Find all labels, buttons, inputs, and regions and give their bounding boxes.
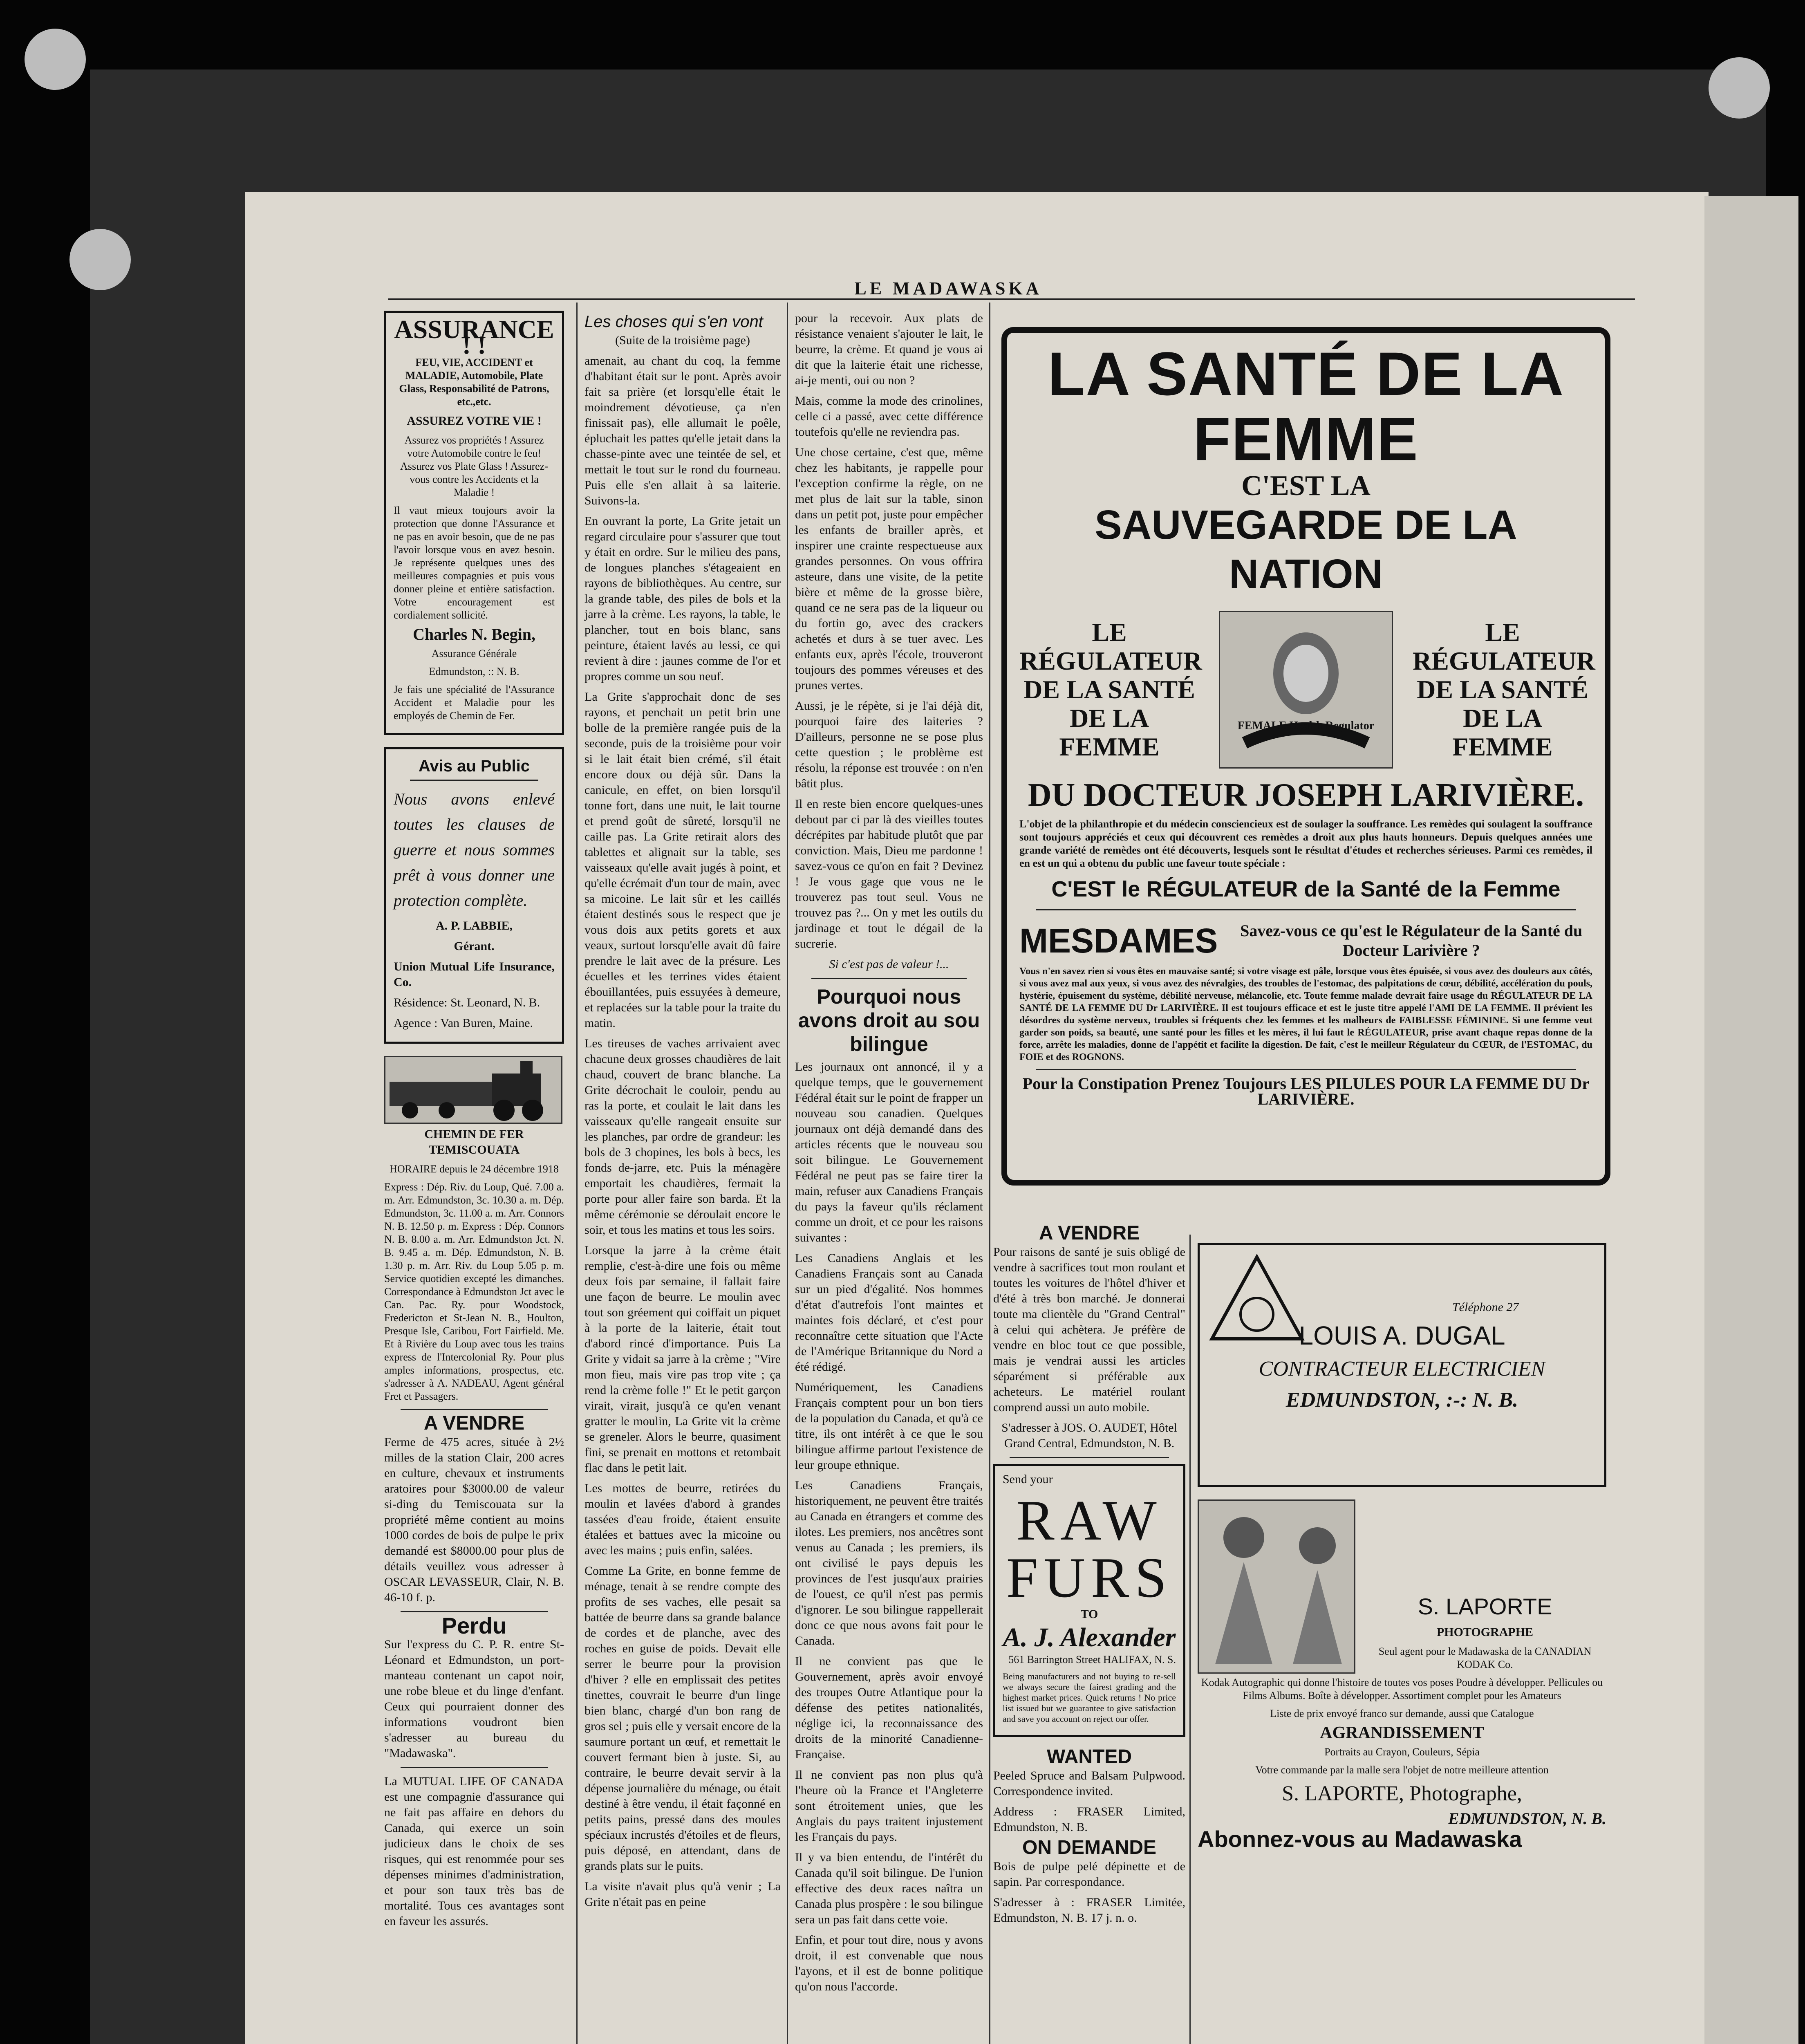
sante-doctor: DU DOCTEUR JOSEPH LARIVIÈRE.	[1028, 777, 1584, 813]
furs-body: Being manufacturers and not buying to re-sell we always secure the fairest grading and the highest market prices. Quick returns ! No price list issued but we guarantee to give satisfaction and save you account on reject our offer.	[1003, 1671, 1176, 1724]
dugal-name: LOUIS A. DUGAL	[1299, 1321, 1505, 1350]
chemin-title: CHEMIN DE FER TEMISCOUATA	[424, 1127, 524, 1156]
furs-ad	[993, 1464, 1185, 1737]
laporte-place: EDMUNDSTON, N. B.	[1448, 1809, 1606, 1828]
pin-top-left	[25, 29, 86, 90]
furs-send: Send your	[1003, 1472, 1053, 1486]
sou-bilingue-title: Pourquoi nous avons droit au sou bilingue	[798, 985, 980, 1056]
assurance-subtitle: ASSUREZ VOTRE VIE !	[407, 414, 542, 428]
sante-intro: L'objet de la philanthropie et du médecin consciencieux est de soulager la souffrance. Les remèdes qui soulagent la souffrance sont toujours appréciés et ceux qui découvrent ces remèdes a droit aux plus hauts honneurs. Depuis quelques années une grande variété de remèdes ont été découverts, lesquels sont le résultat d'études et recherches sérieuses. Parmi ces remèdes, il en est un qui a obtenu du public une faveur toute spéciale :	[1019, 818, 1592, 869]
regulateur-left: LE RÉGULATEUR DE LA SANTÉ DE LA FEMME	[1019, 618, 1202, 761]
article-paragraph: Les journaux ont annoncé, il y a quelque temps, que le gouvernement Fédéral était sur le point de frapper un nouveau sou canadien. Quelques journaux ont déjà demandé dans des articles récents que le nouveau sou soit bilingue. Le Gouvernement Fédéral ne peut pas se faire tirer la main, refuser aux Canadiens Français du pays la faveur qu'ils réclament comme un droit, et ce pour les raisons suivantes :	[795, 1060, 983, 1244]
sante-body: Vous n'en savez rien si vous êtes en mauvaise santé; si votre visage est pâle, lorsque vous êtes épuisée, si vous avez des douleurs aux côtés, si vous avez mal aux yeux, si vous avez des névralgies, des troubles de l'estomac, des palpitations de cœur, débilité, accélération du pouls, hystérie, épuisement du système, débilité nerveuse, mélancolie, etc. Toute femme malade devrait faire usage du RÉGULATEUR DE LA SANTÉ DE LA FEMME DU Dr LARIVIÈRE. Il est toujours efficace et est le juste titre appelé l'AMI DE LA FEMME. Il prévient les désordres du système nerveux, troubles si fréquents chez les femmes et les malheurs de FAIBLESSE FÉMININE. Si une femme veut garder son poids, sa beauté, une santé pour les filles et les mères, il lui faut le RÉGULATEUR, prise avant chaque repas donne de la force, arrête les maladies, donne de l'appétit et facilite la digestion. De fait, c'est le meilleur Régulateur du CŒUR, de l'ESTOMAC, du FOIE et des ROGNONS.	[1019, 966, 1592, 1062]
demande-body: Bois de pulpe pelé dépinette et de sapin. Par correspondance.	[993, 1860, 1185, 1889]
article-signoff: Si c'est pas de valeur !...	[829, 957, 949, 971]
article-paragraph: Il en reste bien encore quelques-unes debout par ci par là des vieilles toutes décrépites par habitude plutôt que par conviction. Mais, Dieu me pardonne ! savez-vous ce qu'on en fait ? Devinez ! Je vous gage que vous ne le trouverez pas tout seul. Vous ne trouvez pas ?... On y met les outils du jardinage et tout le dégail de la sucrerie.	[795, 797, 983, 950]
assurance-role: Assurance Générale	[431, 648, 517, 659]
triangle-logo-icon	[1208, 1253, 1306, 1343]
laporte-commande: Votre commande par la malle sera l'objet de notre meilleure attention	[1255, 1764, 1549, 1776]
vendre-body: Ferme de 475 acres, située à 2½ milles de la station Clair, 200 acres en culture, chevaux et instruments aratoires pour $3000.00 de valeur si-ding du Temiscouata sur la propriété même contient au moins 1000 cordes de bois de pulpe le prix demandé est $8000.00 pour plus de détails veuillez vous adresser à OSCAR LEVASSEUR, Clair, N. B. 46-10 f. p.	[384, 1435, 564, 1604]
avis-ad	[384, 747, 564, 1044]
furs-furs: FURS	[1006, 1546, 1173, 1609]
woman-portrait	[1219, 611, 1393, 769]
separator	[401, 1409, 548, 1410]
article-paragraph: Lorsque la jarre à la crème était remplie, c'est-à-dire une fois ou même deux fois par semaine, il fallait faire une façon de beurre. Le moulin avec tout son gréement qui coiffait un piquet à la porte de la laiterie, était tout d'abord rincé d'importance. Puis La Grite y vidait sa jarre à la crème ; "Vire mon fieu, mais vire pas trop vite ; ça rend la crème folle !" Et le petit garçon virait, virait, jusqu'à ce qu'en venant gratter le moulin, La Grite vit la crème se greneler. Alors le beurre, quasiment fini, se prenait en mottons et retombait flac dans le petit lait.	[584, 1244, 781, 1475]
article-paragraph: Les mottes de beurre, retirées du moulin et lavées d'abord à grandes tassées d'eau froide, étaient ensuite étalées et battues avec la micoine ou avec les mains ; puis enfin, salées.	[584, 1481, 781, 1557]
adjacent-page-edge	[1704, 196, 1798, 2044]
laporte-agrandissement: AGRANDISSEMENT	[1320, 1724, 1484, 1742]
article-paragraph: Il ne convient pas non plus qu'à l'heure où la France et l'Angleterre sont étroitement unies, que les Anglais du pays traitent injustement les Français du pays.	[795, 1768, 983, 1844]
avis-role: Gérant.	[454, 939, 495, 953]
wanted-body: Peeled Spruce and Balsam Pulpwood. Correspondence invited.	[993, 1769, 1185, 1798]
wanted-address: Address : FRASER Limited, Edmundston, N. B.	[993, 1805, 1185, 1834]
avis-company: Union Mutual Life Insurance, Co.	[394, 960, 555, 989]
article-paragraph: Une chose certaine, c'est que, même chez les habitants, je rappelle pour l'exception confirme la règle, on ne met plus de lait sur la table, sinon dans un petit pot, juste pour empêcher les enfants de brailler après, et inspirer une crainte respectueuse aux grandes personnes. On vous offrira asteure, dans une visite, de la petite bière et même de la grosse bière, quand ce ne sera pas de la liqueur ou du fortin go, avec des crackers achetés et durs à se tuer avec. Les enfants eux, après l'école, trouveront toujours des pommes véreuses et des prunes vertes.	[795, 446, 983, 692]
assurance-list: Assurez vos propriétés ! Assurez votre Automobile contre le feu! Assurez vos Plate Glass ! Assurez-vous contre les Accidents et la Maladie !	[400, 434, 548, 498]
article-paragraph: Enfin, et pour tout dire, nous y avons droit, il est convenable que nous l'ayons, et il est de bonne politique qu'on nous l'accorde.	[795, 1933, 983, 1993]
column-rule	[576, 303, 578, 2044]
article-paragraph: Il ne convient pas que le Gouvernement, après avoir envoyé des troupes Outre Atlantique pour la défense des petites nationalités, néglige ici, la reconnaissance des droits de la minorité Canadienne-Française.	[795, 1654, 983, 1761]
laporte-agent: Seul agent pour le Madawaska de la CANADIAN KODAK Co.	[1378, 1645, 1592, 1670]
assurance-place: Edmundston, :: N. B.	[429, 666, 520, 677]
separator	[401, 1767, 548, 1768]
dugal-role: CONTRACTEUR ELECTRICIEN	[1259, 1357, 1545, 1381]
vendre-title: A VENDRE	[423, 1412, 525, 1434]
wanted-ad	[993, 1746, 1185, 1835]
article-paragraph: En ouvrant la porte, La Grite jetait un regard circulaire pour s'assurer que tout y était en ordre. Sur le milieu des pans, de longues planches s'étageaient en rayons de bibliothèques. Au centre, sur la grande table, des piles de bols et la jarre à la crème. Les rayons, la table, le plancher, tout en bois blanc, sans peinture, étaient lavés au lessi, ce qui revient à dire : jaunes comme de l'or et propres comme un sou neuf.	[584, 514, 781, 683]
separator	[1010, 1457, 1169, 1458]
article-continuation: (Suite de la troisième page)	[615, 334, 750, 347]
separator	[1036, 1069, 1576, 1070]
wanted-title: WANTED	[1047, 1746, 1132, 1768]
mesdames-heading: MESDAMES	[1019, 921, 1218, 960]
separator	[1036, 909, 1576, 910]
column-2	[584, 311, 781, 1915]
avis-title: Avis au Public	[419, 757, 530, 775]
avis-body: Nous avons enlevé toutes les clauses de guerre et nous sommes prêt à vous donner une protection complète.	[394, 790, 555, 910]
sante-title-3: SAUVEGARDE DE LA NATION	[1095, 502, 1517, 597]
ribbon-label: FEMALE Health Regulator	[1237, 719, 1375, 732]
dugal-place: EDMUNDSTON, :-: N. B.	[1285, 1388, 1518, 1412]
avis-name: A. P. LABBIE,	[435, 919, 513, 932]
perdu-body: Sur l'express du C. P. R. entre St-Léonard et Edmundston, un port-manteau contenant un capot noir, une robe bleue et du linge d'enfant. Ceux qui pourraient donner des informations voudront bien s'adresser au bureau du "Madawaska".	[384, 1638, 564, 1760]
furs-raw: RAW	[1016, 1489, 1162, 1552]
assurance-body: Il vaut mieux toujours avoir la protection que donne l'Assurance et ne pas en avoir besoin, que de ne pas l'avoir lorsque vous en avez besoin. Je représente quelques unes des meilleures compagnies et puis vous donner pleine et entière satisfaction. Votre encouragement est cordialement sollicité.	[394, 504, 555, 621]
dugal-ad	[1198, 1243, 1606, 1487]
sante-title-2: C'EST LA	[1241, 470, 1371, 502]
laporte-price: Liste de prix envoyé franco sur demande, aussi que Catalogue	[1270, 1708, 1534, 1719]
column-3	[795, 311, 983, 1999]
sante-title: LA SANTÉ DE LA FEMME	[1047, 339, 1565, 473]
separator	[811, 978, 967, 979]
laporte-name: S. LAPORTE	[1418, 1594, 1552, 1619]
furs-address: 561 Barrington Street HALIFAX, N. S.	[1008, 1654, 1176, 1665]
column-rule	[1189, 1235, 1191, 2044]
avis-agence: Agence : Van Buren, Maine.	[394, 1016, 533, 1030]
article-paragraph: Mais, comme la mode des crinolines, celle ci a passé, avec cette différence toutefois qu'elle ne reviendra pas.	[795, 394, 983, 439]
article-paragraph: Comme La Grite, en bonne femme de ménage, tenait à se rendre compte des profits de ses vaches, elle pesait sa battée de beurre dans sa grande balance de cordes et de planche, avec des roches en guise de poids. Devait elle serrer le beurre pour la provision d'hiver ? elle en emplissait des petites tinettes, couvrait le beurre d'un linge bien blanc, chargé d'un bon rang de gros sel ; puis elle y versait encore de la saumure portant un œuf, et remettait le couvert fermant bien à juste. Si, au contraire, le beurre devait servir à la dépense journalière du ménage, ou était destiné à être vendu, il était façonné en petits pains, pressé dans des moules spéciaux incrustés d'étoiles et de fleurs, puis déposé, en attendant, dans de grands plats sur le puits.	[584, 1564, 781, 1873]
article-paragraph: Les Canadiens Anglais et les Canadiens Français sont au Canada sur un pied d'égalité. Nos hommes d'état d'autrefois l'ont maintes et maintes fois déclaré, et c'est pour reconnaître cette situation que l'Acte de l'Amérique Britannique du Nord a été rédigé.	[795, 1251, 983, 1374]
article-paragraph: pour la recevoir. Aux plats de résistance venaient s'ajouter le lait, le beurre, la crème. Et quand je vous ai dit que la laiterie était une richesse, ai-je menti, oui ou non ?	[795, 312, 983, 387]
article-paragraph: Les Canadiens Français, historiquement, ne peuvent être traités au Canada en étrangers et comme des ilotes. Les premiers, nos ancêtres sont venus au Canada ; les premiers, ils ont civilisé le pays depuis les provinces de l'est jusqu'aux prairies de l'ouest, ce qu'il n'est pas permis d'ignorer. Le sou bilingue rappellerait donc ce que nous avons fait pour le Canada.	[795, 1479, 983, 1647]
mesdames-question: Savez-vous ce qu'est le Régulateur de la Santé du Docteur Larivière ?	[1240, 921, 1583, 959]
dugal-phone: Téléphone 27	[1452, 1300, 1519, 1314]
article-paragraph: La visite n'avait plus qu'à venir ; La Grite n'était pas en peine	[584, 1880, 781, 1909]
masthead-rule	[388, 298, 1635, 300]
pin-left	[69, 229, 131, 290]
train-icon	[385, 1057, 561, 1123]
laporte-role: PHOTOGRAPHE	[1436, 1625, 1534, 1639]
children-icon	[1199, 1501, 1354, 1672]
column-1	[384, 311, 564, 1934]
furs-to: TO	[1080, 1607, 1098, 1621]
chemin-body: Express : Dép. Riv. du Loup, Qué. 7.00 a. m. Arr. Edmundston, 3c. 10.30 a. m. Dép. Edmundston, 3c. 11.00 a. m. Arr. Connors N. B. 12.50 p. m. Express : Dép. Connors N. B. 8.00 a. m. Arr. Edmundston Jct. N. B. 9.45 a. m. Dép. Edmundston, N. B. 1.30 p. m. Arr. Riv. du Loup 5.05 p. m. Service quotidien excepté les dimanches. Correspondance à Edmundston Jct avec le Can. Pac. Ry. pour Woodstock, Fredericton et St-Jean N. B., Houlton, Presque Isle, Caribou, Fort Fairfield. Me. Et à Rivière du Loup avec tous les trains express de l'Intercolonial Ry. Pour plus amples informations, prospectus, etc. s'adresser à A. NADEAU, Agent général Fret et Passagers.	[384, 1181, 564, 1402]
sante-footer: Pour la Constipation Prenez Toujours LES PILULES POUR LA FEMME DU Dr LARIVIÈRE.	[1022, 1074, 1590, 1108]
assurance-note: Je fais une spécialité de l'Assurance Accident et Maladie pour les employés de Chemin de Fer.	[394, 684, 555, 722]
pin-top-right	[1709, 57, 1770, 119]
laporte-kodak: Kodak Autographic qui donne l'histoire de toutes vos poses Poudre à développer. Pellicules ou Films Albums. Boîte à développer. Assortiment complet pour les Amateurs	[1201, 1676, 1603, 1701]
mutual-life-notice: La MUTUAL LIFE OF CANADA est une compagnie d'assurance qui ne fait pas affaire en dehors du Canada, qui exerce un soin judicieux dans le choix de ses risques, qui est renommée pour ses dépenses minimes d'administration, et pour son taux très bas de mortalité. Tous ces avantages sont en faveur les assurés.	[384, 1775, 564, 1928]
regulateur-right: LE RÉGULATEUR DE LA SANTÉ DE LA FEMME	[1413, 618, 1595, 761]
laporte-portraits: Portraits au Crayon, Couleurs, Sépia	[1324, 1746, 1480, 1758]
article-paragraph: Les tireuses de vaches arrivaient avec chacune deux grosses chaudières de lait chaud, couvert de branc blanche. La Grite décrochait le couloir, pendu au ras la porte, et coulait le lait dans les vaisseaux qu'elle rangeait ensuite sur les planches, par ordre de grandeur: les bols de 3 chopines, les bols à becs, les fonds de-jarre, etc. Puis la ménagère emportait les chaudières, fermait la porte pour aller faire son barda. Et la même cérémonie se déroulait encore le soir, et tous les matins et tous les soirs.	[584, 1037, 781, 1237]
vendre-hotel-ad	[993, 1222, 1185, 1931]
vendre-hotel-title: A VENDRE	[1039, 1222, 1140, 1244]
demande-title: ON DEMANDE	[1022, 1837, 1156, 1858]
assurance-title: ASSURANCE ! !	[394, 315, 554, 359]
sante-ad	[1001, 327, 1610, 1186]
column-rule	[787, 303, 788, 2044]
article-paragraph: amenait, au chant du coq, la femme d'habitant était sur le pont. Après avoir fait sa prière (et lorsqu'elle était le moindrement dévotieuse, ça n'en finissait pas), elle allumait le poêle, épluchait les pattes qu'elle jetait dans la chasse-pinte avec une teintée de sel, et mettait le tout sur le rond du fourneau. Puis elle s'en allait à sa laiterie. Suivons-la.	[584, 354, 781, 507]
article-title: Les choses qui s'en vont	[584, 313, 763, 331]
laporte-ad	[1198, 1499, 1606, 1827]
abonnez-banner: Abonnez-vous au Madawaska	[1198, 1826, 1522, 1852]
woman-portrait-icon	[1220, 612, 1392, 767]
assurance-ad	[384, 311, 564, 735]
laporte-sign: S. LAPORTE, Photographe,	[1282, 1782, 1522, 1805]
separator	[401, 1611, 548, 1612]
chemin-horaire: HORAIRE depuis le 24 décembre 1918	[390, 1163, 559, 1175]
article-paragraph: Numériquement, les Canadiens Français comptent pour un bon tiers de la population du Canada, et qu'à ce titre, ils ont intérêt à ce que le sou bilingue affirme partout l'existence de leur groupe ethnique.	[795, 1381, 983, 1472]
vendre-hotel-body: Pour raisons de santé je suis obligé de vendre à sacrifices tout mon roulant et toutes les voitures de l'hôtel d'hiver et d'été à très bon marché. Je donnerai toute ma clientèle du "Grand Central" à celui qui achètera. Je préfère de vendre en bloc tout ce que possible, mais je vendrai aussi les articles séparément si préférable aux acheteurs. Le matériel roulant comprend aussi un auto mobile.	[993, 1245, 1185, 1414]
right-ads	[1198, 1243, 1606, 1852]
perdu-notice	[384, 1613, 564, 1761]
demande-address: S'adresser à : FRASER Limitée, Edmundston, N. B. 17 j. n. o.	[993, 1896, 1185, 1925]
vendre-hotel-contact: S'adresser à JOS. O. AUDET, Hôtel Grand Central, Edmundston, N. B.	[1001, 1421, 1177, 1450]
article-paragraph: Il y va bien entendu, de l'intérêt du Canada qu'il soit bilingue. De l'union effective des deux races naîtra un Canada plus prospère : le sou bilingue sera un pas fait dans cette voie.	[795, 1851, 983, 1926]
avis-separator	[410, 780, 538, 781]
assurance-name: Charles N. Begin,	[413, 625, 535, 643]
train-engraving	[384, 1056, 562, 1124]
children-engraving	[1198, 1499, 1355, 1674]
furs-name: A. J. Alexander	[1003, 1623, 1176, 1652]
article-paragraph: Aussi, je le répète, si je l'ai déjà dit, pourquoi faire des laiteries ? D'ailleurs, personne ne se pose plus cette question ; le problème est résolu, la réponse est trouvée : on n'en bâtit plus.	[795, 699, 983, 790]
assurance-lines: FEU, VIE, ACCIDENT et MALADIE, Automobile, Plate Glass, Responsabilité de Patrons, etc.,etc.	[399, 356, 549, 408]
sante-ad-frame	[1001, 327, 1610, 1186]
avis-residence: Résidence: St. Leonard, N. B.	[394, 996, 540, 1009]
demande-ad	[993, 1837, 1185, 1926]
article-paragraph: La Grite s'approchait donc de ses rayons, et penchait un petit brin une bolle de la première rangée puis de la seconde, puis de la troisième pour voir si le lait était bien crémé, s'il était encore doux ou déjà sûr. Dans la canicule, en effet, on bien lorsqu'il tonne fort, dans une nuit, le lait tourne et prend goût de sûreté, lorsqu'il ne caille pas. La Grite retirait alors des tablettes et alignait sur la table, ses vaisseaux qu'elle avait jugés à point, et qu'elle écrémait d'un tour de main, avec sa micoine. Le lait sûr et les caillés étaient destinés sous le respect que je vous dois aux petits gorets et aux veaux, surtout lorsqu'elle avait dû faire prendre le lait avec de la présure. Les écuelles et les terrines vides étaient ébouillantées, puis essuyées à demeure, et replacées sur la table pour la traite du matin.	[584, 690, 781, 1030]
masthead: LE MADAWASKA	[854, 278, 1042, 298]
chemin-de-fer-ad	[384, 1056, 564, 1403]
sante-slogan: C'EST le RÉGULATEUR de la Santé de la Femme	[1051, 877, 1561, 901]
column-rule	[989, 303, 990, 2044]
vendre-ferme-ad	[384, 1412, 564, 1605]
perdu-title: Perdu	[441, 1613, 507, 1638]
